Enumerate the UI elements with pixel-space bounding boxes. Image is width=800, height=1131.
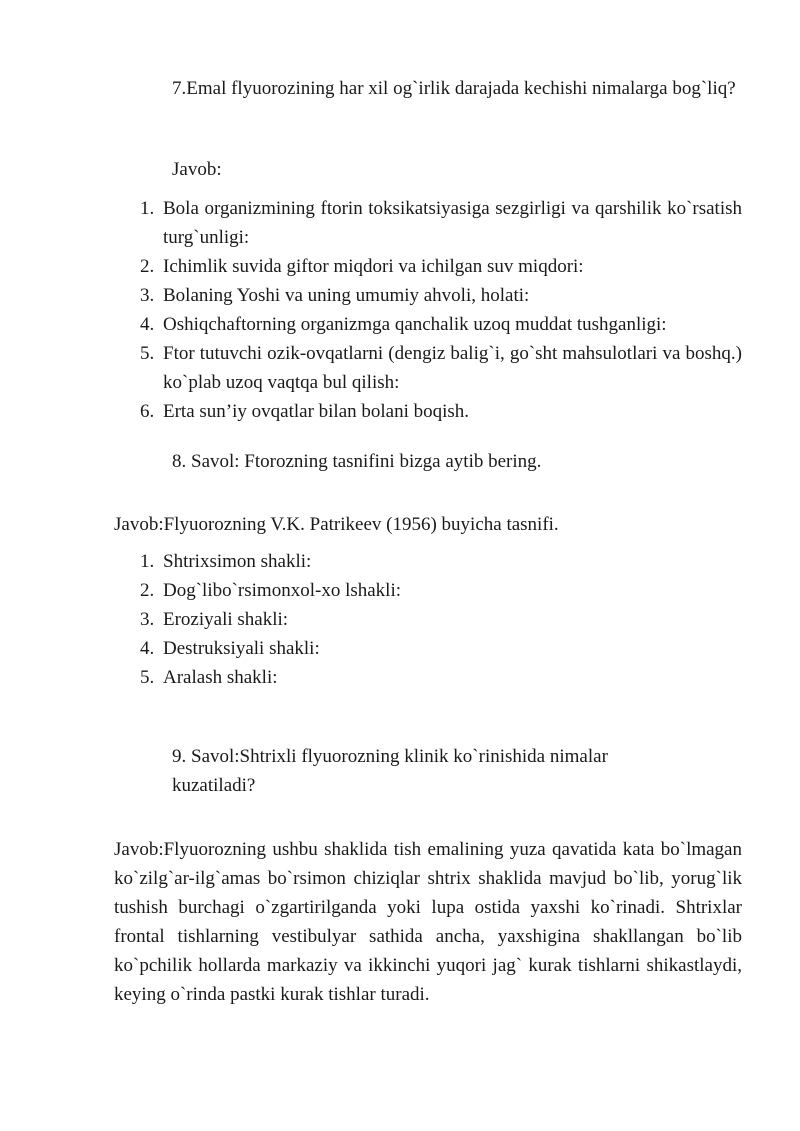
list-item	[140, 281, 742, 310]
list-number: 6.	[140, 401, 155, 422]
list-number: 3.	[140, 285, 155, 306]
list-text: Shtrixsimon shakli:	[163, 551, 312, 572]
list-item	[140, 547, 742, 576]
list-item	[140, 663, 742, 692]
answer-intro-8: Javob:Flyuorozning V.K. Patrikeev (1956) buyicha tasnifi.	[114, 514, 559, 535]
list-number: 1.	[140, 198, 155, 219]
list-number: 4.	[140, 314, 155, 335]
answer-label-7: Javob:	[172, 159, 222, 180]
list-number: 4.	[140, 638, 155, 659]
list-number: 3.	[140, 609, 155, 630]
question-9: 9. Savol:Shtrixli flyuorozning klinik ko`rinishida nimalar kuzatiladi?	[172, 746, 608, 796]
list-text: Bola organizmining ftorin toksikatsiyasiga sezgirligi va qarshilik ko`rsatish turg`unligi:	[163, 198, 742, 248]
list-number: 2.	[140, 580, 155, 601]
list-item	[140, 605, 742, 634]
list-text: Dog`libo`rsimonxol-xo lshakli:	[163, 580, 402, 601]
list-text: Bolaning Yoshi va uning umumiy ahvoli, holati:	[163, 285, 530, 306]
list-text: Ftor tutuvchi ozik-ovqatlarni (dengiz balig`i, go`sht mahsulotlari va boshq.) ko`plab uzoq vaqtqa bul qilish:	[163, 343, 742, 393]
answer-list-8	[140, 547, 742, 692]
list-item	[140, 252, 742, 281]
list-item	[140, 397, 742, 426]
answer-9: Javob:Flyuorozning ushbu shaklida tish emalining yuza qavatida kata bo`lmagan ko`zilg`ar-ilg`amas bo`rsimon chiziqlar shtrix shaklida mavjud bo`lib, yorug`lik tushish burchagi o`zgartirilganda yoki lupa ostida yaxshi ko`rinadi. Shtrixlar frontal tishlarning vestibulyar sathida ancha, yaxshigina shakllangan bo`lib ko`pchilik hollarda markaziy va ikkinchi yuqori jag` kurak tishlarni shikastlaydi, keying o`rinda pastki kurak tishlar turadi.	[114, 839, 742, 1005]
list-number: 1.	[140, 551, 155, 572]
question-7: 7.Emal flyuorozining har xil og`irlik darajada kechishi nimalarga bog`liq?	[172, 78, 736, 99]
list-number: 5.	[140, 343, 155, 364]
list-item	[140, 310, 742, 339]
list-text: Ichimlik suvida giftor miqdori va ichilgan suv miqdori:	[163, 256, 584, 277]
list-number: 2.	[140, 256, 155, 277]
list-item	[140, 339, 742, 397]
question-8: 8. Savol: Ftorozning tasnifini bizga aytib bering.	[172, 451, 542, 472]
list-number: 5.	[140, 667, 155, 688]
list-item	[140, 576, 742, 605]
list-text: Erta sun’iy ovqatlar bilan bolani boqish.	[163, 401, 470, 422]
answer-list-7	[140, 194, 742, 426]
list-text: Aralash shakli:	[163, 667, 278, 688]
list-item	[140, 634, 742, 663]
list-text: Destruksiyali shakli:	[163, 638, 320, 659]
list-text: Oshiqchaftorning organizmga qanchalik uzoq muddat tushganligi:	[163, 314, 667, 335]
list-text: Eroziyali shakli:	[163, 609, 289, 630]
list-item	[140, 194, 742, 252]
